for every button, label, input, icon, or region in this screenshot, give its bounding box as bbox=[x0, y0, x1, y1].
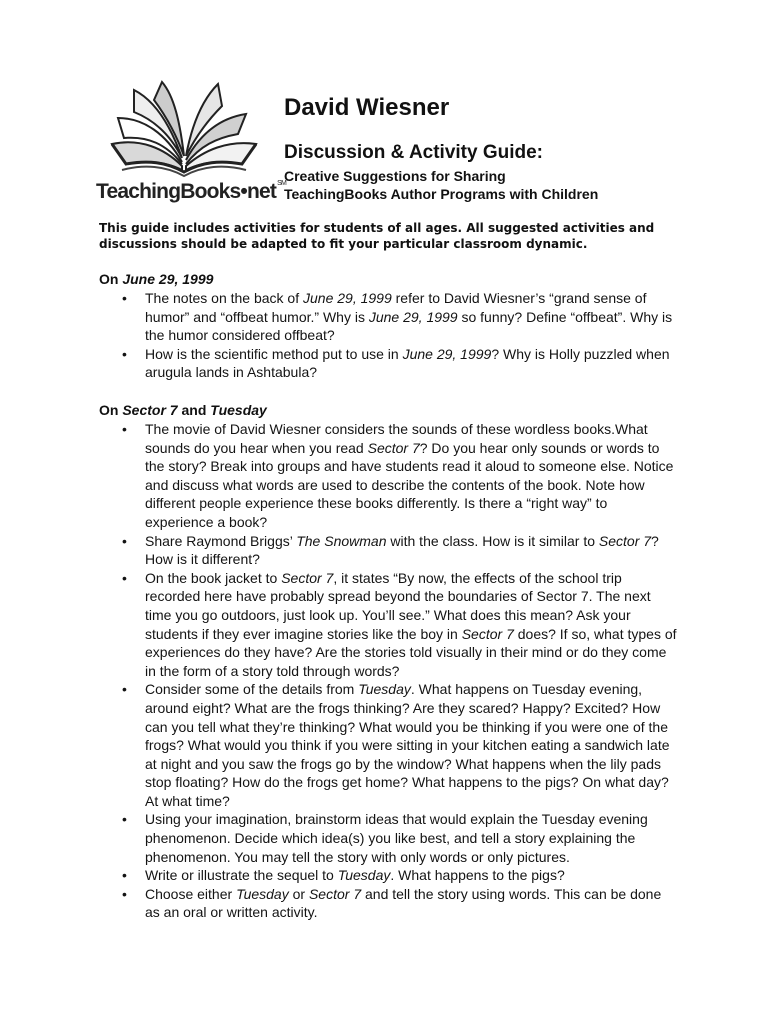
text-segment: Using your imagination, brainstorm ideas that would explain the Tuesday evening phenomenon. Decide which idea(s) you like best, and tell a story explaining the phenomenon. You may tell the story with only words or only pictures. bbox=[145, 811, 648, 865]
section-june-29-1999 bbox=[99, 270, 679, 382]
book-title: June 29, 1999 bbox=[402, 345, 492, 362]
list-item bbox=[99, 569, 679, 681]
text-segment: Write or illustrate the sequel to bbox=[145, 867, 338, 884]
list-item bbox=[99, 810, 679, 866]
list-item bbox=[99, 866, 679, 885]
text-segment: The movie of David Wiesner considers the sounds of these wordless books.What sounds do you hear when you read bbox=[145, 421, 648, 456]
service-mark: SM bbox=[277, 180, 286, 187]
teachingbooks-logo bbox=[96, 78, 286, 210]
book-title: Tuesday bbox=[337, 867, 391, 884]
bullet-list bbox=[99, 289, 679, 382]
text-segment: . What happens on Tuesday evening, around eight? What are the frogs thinking? Are they scared? Happy? Excited? How can you tell what they’re thinking? What would you be thinking if you were one of the frogs? What would you think if you were sitting in your kitchen eating a sandwich late at night and you saw the frogs go by the window? What happens when the lily pads stop floating? How do the frogs get home? What happens to the pigs? On what day? At what time? bbox=[145, 681, 670, 809]
book-title: Sector 7 bbox=[461, 625, 514, 642]
text-segment: On the book jacket to bbox=[145, 569, 282, 586]
section-sector-7-and-tuesday bbox=[99, 401, 679, 922]
text-segment: ? Why is Holly puzzled when arugula lands in Ashtabula? bbox=[145, 345, 670, 381]
bullet-list bbox=[99, 420, 679, 922]
text-segment: , it states “By now, the effects of the school trip recorded here have probably spread beyond the boundaries of Sector 7. The next time you go outdoors, just look up. You’ll see.” What does this mean? Ask your students if they ever imagine stories like the boy in bbox=[145, 569, 651, 642]
book-title: Sector 7 bbox=[598, 532, 652, 549]
text-segment: How is the scientific method put to use in bbox=[145, 345, 403, 362]
text-segment: . What happens to the pigs? bbox=[390, 867, 565, 884]
text-segment: does? If so, what types of experiences do they have? Are the stories told visually in their mind or do they come in the form of a story told through words? bbox=[145, 625, 677, 679]
text-segment: so funny? Define “offbeat”. Why is the humor considered offbeat? bbox=[145, 308, 673, 344]
book-title: June 29, 1999 bbox=[368, 308, 458, 325]
text-segment: The notes on the back of bbox=[145, 290, 303, 306]
text-segment: Share Raymond Briggs’ bbox=[145, 532, 297, 549]
book-title: Sector 7 bbox=[308, 885, 362, 902]
text-segment: and tell the story using words. This can be done as an oral or written activity. bbox=[145, 885, 662, 921]
text-segment: Consider some of the details from bbox=[145, 681, 359, 698]
guide-subtitle: Discussion & Activity Guide: bbox=[284, 142, 544, 163]
book-title: Tuesday bbox=[236, 885, 289, 902]
list-item bbox=[99, 885, 679, 922]
book-title: Tuesday bbox=[358, 681, 411, 698]
list-item bbox=[99, 680, 679, 810]
book-title: June 29, 1999 bbox=[303, 290, 392, 306]
list-item bbox=[99, 420, 679, 532]
open-book-icon bbox=[104, 78, 264, 178]
text-segment: with the class. How is it similar to bbox=[386, 532, 599, 549]
tagline-line-1: Creative Suggestions for Sharing bbox=[284, 168, 506, 184]
intro-line-2: discussions should be adapted to fit your particular classroom dynamic. bbox=[99, 237, 588, 251]
text-segment: ? How is it different? bbox=[145, 532, 659, 568]
intro-line-1: This guide includes activities for students of all ages. All suggested activities and bbox=[99, 221, 655, 235]
guide-tagline bbox=[284, 167, 598, 203]
logo-wordmark: TeachingBooks•net℠ bbox=[96, 180, 286, 203]
text-segment: ? Do you hear only sounds or words to the story? Break into groups and have students read it aloud to someone else. Notice and discuss what words are used to describe the contents of the book. Note how different people experience these books differently. Is there a “right way” to experience a book? bbox=[145, 439, 674, 530]
section-heading: On June 29, 1999 bbox=[99, 271, 214, 287]
book-title: Sector 7 bbox=[281, 569, 334, 586]
list-item bbox=[99, 345, 679, 382]
list-item bbox=[99, 532, 679, 569]
intro-paragraph bbox=[99, 220, 679, 252]
book-title: The Snowman bbox=[296, 532, 387, 549]
list-item bbox=[99, 289, 679, 345]
tagline-line-2: TeachingBooks Author Programs with Children bbox=[284, 186, 599, 202]
text-segment: Choose either bbox=[145, 885, 237, 902]
page-title: David Wiesner bbox=[284, 94, 450, 121]
book-title: Sector 7 bbox=[367, 439, 420, 456]
text-segment: or bbox=[288, 885, 309, 902]
text-segment: refer to David Wiesner’s “grand sense of humor” and “offbeat humor.” Why is bbox=[145, 290, 647, 325]
section-heading: On Sector 7 and Tuesday bbox=[99, 402, 267, 418]
